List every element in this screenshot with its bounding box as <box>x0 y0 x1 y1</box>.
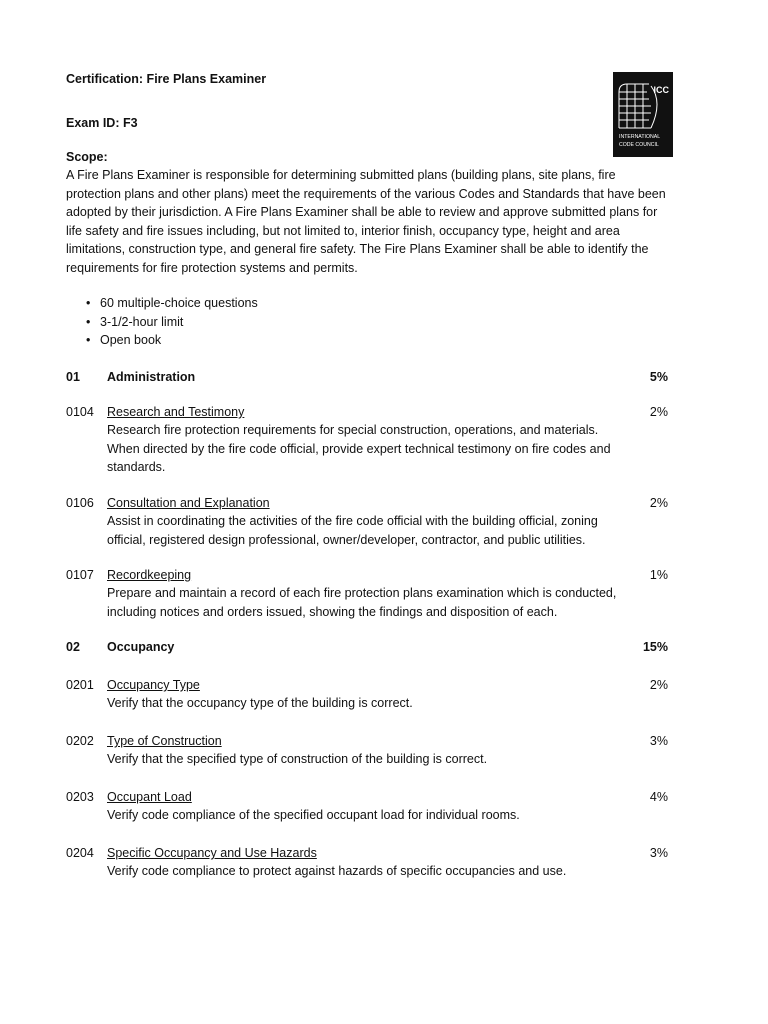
item-code: 0202 <box>66 734 94 748</box>
section-percent: 5% <box>649 370 668 384</box>
item-code: 0201 <box>66 678 94 692</box>
item-description <box>107 694 647 713</box>
item-code: 0104 <box>66 405 94 419</box>
icc-globe-logo-icon <box>613 72 673 157</box>
description-line: Assist in coordinating the activities of the fire code official with the building official, zoning <box>107 514 598 528</box>
description-line: Prepare and maintain a record of each fire protection plans examination which is conducted, <box>107 586 617 600</box>
item-code: 0107 <box>66 568 94 582</box>
item-title: Type of Construction <box>107 734 222 748</box>
logo-line1: INTERNATIONAL <box>619 134 661 140</box>
description-line: standards. <box>107 460 166 474</box>
item-code: 0203 <box>66 790 94 804</box>
certification-title: Certification: Fire Plans Examiner <box>66 72 267 86</box>
item-code: 0106 <box>66 496 94 510</box>
description-line: Verify that the specified type of construction of the building is correct. <box>107 752 488 766</box>
item-description <box>107 584 647 621</box>
item-percent: 4% <box>649 790 668 804</box>
scope-text: A Fire Plans Examiner is responsible for determining submitted plans (building plans, site plans, fire protection plans and other plans) meet the requirements of the various Codes and Standards that have been adopted by their jurisdiction. A Fire Plans Examiner shall be able to review and approve submitted plans for life safety and fire issues including, but not limited to, interior finish, occupancy type, height and area limitations, construction type, and general fire safety. The Fire Plans Examiner shall be able to identify the requirements for fire protection systems and permits. <box>66 168 666 275</box>
item-percent: 2% <box>649 405 668 419</box>
list-item: • 3-1/2-hour limit <box>86 313 258 332</box>
section-code: 01 <box>66 370 80 384</box>
description-line: When directed by the fire code official, provide expert technical testimony on fire codes and <box>107 441 611 456</box>
item-code: 0204 <box>66 846 94 860</box>
item-description <box>107 512 647 549</box>
item-title: Specific Occupancy and Use Hazards <box>107 846 317 860</box>
list-item: • Open book <box>86 331 258 350</box>
item-title: Occupancy Type <box>107 678 200 692</box>
section-title: Administration <box>107 370 196 384</box>
description-line: official, registered design professional, owner/developer, contractor, and public utilities. <box>107 532 586 547</box>
item-percent: 3% <box>649 734 668 748</box>
logo-line2: CODE COUNCIL <box>619 142 659 148</box>
item-percent: 2% <box>649 496 668 510</box>
section-title: Occupancy <box>107 640 175 654</box>
exam-id: Exam ID: F3 <box>66 116 138 130</box>
description-line: Verify code compliance of the specified occupant load for individual rooms. <box>107 808 520 822</box>
item-percent: 3% <box>649 846 668 860</box>
item-title: Research and Testimony <box>107 405 245 419</box>
item-description <box>107 806 647 825</box>
description-line: Verify that the occupancy type of the building is correct. <box>107 696 413 710</box>
item-title: Recordkeeping <box>107 568 192 582</box>
logo-abbr: ICC <box>653 85 669 95</box>
item-title: Consultation and Explanation <box>107 496 270 510</box>
description-line: including notices and orders issued, showing the findings and disposition of each. <box>107 604 558 619</box>
list-item: • 60 multiple-choice questions <box>86 294 258 313</box>
item-percent: 1% <box>649 568 668 582</box>
item-description <box>107 862 647 881</box>
item-description <box>107 750 647 769</box>
section-code: 02 <box>66 640 80 654</box>
description-line: Verify code compliance to protect against hazards of specific occupancies and use. <box>107 864 567 878</box>
description-line: Research fire protection requirements for special construction, operations, and materials. <box>107 423 599 437</box>
exam-facts-list <box>86 294 258 350</box>
section-percent: 15% <box>642 640 668 654</box>
item-description <box>107 421 647 477</box>
item-percent: 2% <box>649 678 668 692</box>
item-title: Occupant Load <box>107 790 192 804</box>
scope-label: Scope: <box>66 150 108 164</box>
